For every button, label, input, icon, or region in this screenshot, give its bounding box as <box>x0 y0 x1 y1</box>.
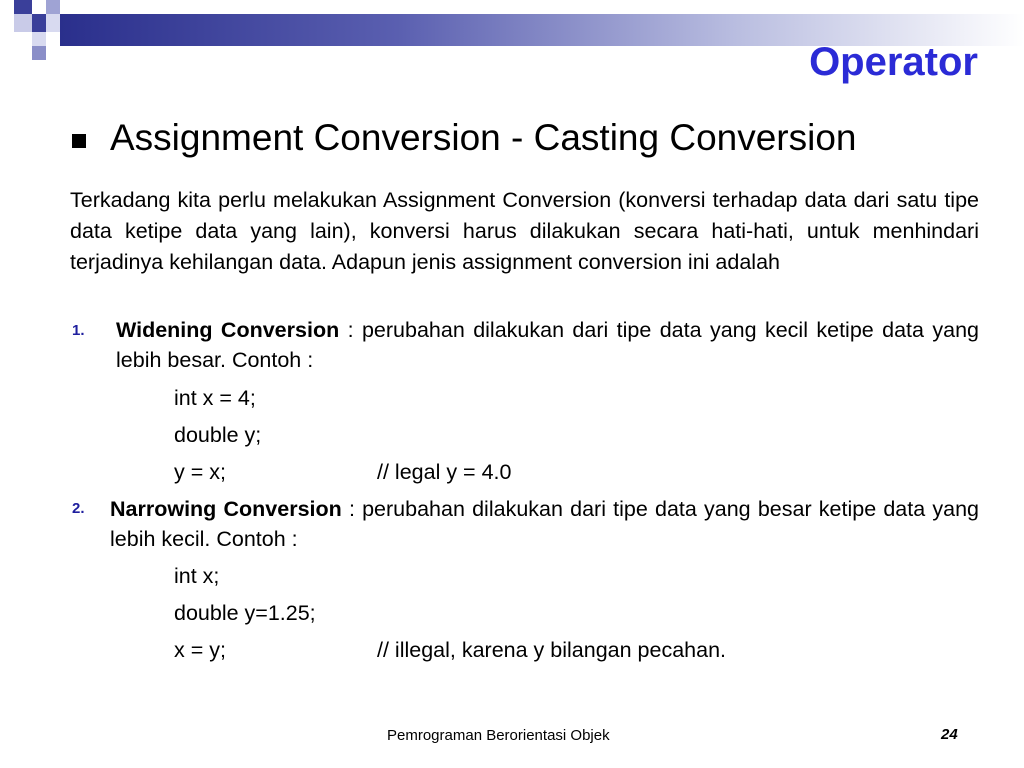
footer-course: Pemrograman Berorientasi Objek <box>387 727 610 744</box>
decor-square <box>32 14 46 32</box>
code-line: y = x; <box>174 460 226 484</box>
page-number: 24 <box>941 726 958 743</box>
decor-square <box>32 46 46 60</box>
decor-square <box>14 0 32 14</box>
slide-title: Operator <box>809 40 978 84</box>
list-number: 1. <box>72 322 85 339</box>
code-comment: // illegal, karena y bilangan pecahan. <box>377 638 727 662</box>
code-line: double y=1.25; <box>174 601 316 625</box>
code-comment: // legal y = 4.0 <box>377 460 512 484</box>
code-line: int x = 4; <box>174 386 256 410</box>
list-item-term: Narrowing Conversion <box>110 497 342 521</box>
intro-paragraph: Terkadang kita perlu melakukan Assignment Conversion (konversi terhadap data dari satu tipe data ketipe data yang lain), konversi harus dilakukan secara hati-hati, untuk menhindari terjadinya kehilangan data. Adapun jenis assignment conversion ini adalah <box>70 188 979 274</box>
code-line: int x; <box>174 564 220 588</box>
decor-square <box>46 14 60 32</box>
list-item <box>110 494 979 554</box>
list-number: 2. <box>72 500 85 517</box>
list-item-description: : perubahan dilakukan dari tipe data yang besar ketipe data yang lebih kecil. Contoh : <box>110 497 979 551</box>
section-heading: Assignment Conversion - Casting Conversion <box>110 117 857 158</box>
code-line: x = y; <box>174 638 226 662</box>
list-item-term: Widening Conversion <box>116 318 340 342</box>
decor-square <box>32 32 46 46</box>
decor-square <box>46 0 60 14</box>
list-item <box>116 315 979 375</box>
square-bullet-icon <box>72 134 86 148</box>
code-line: double y; <box>174 423 262 447</box>
decor-square <box>14 14 32 32</box>
list-item-description: : perubahan dilakukan dari tipe data yang kecil ketipe data yang lebih besar. Contoh : <box>116 318 980 372</box>
